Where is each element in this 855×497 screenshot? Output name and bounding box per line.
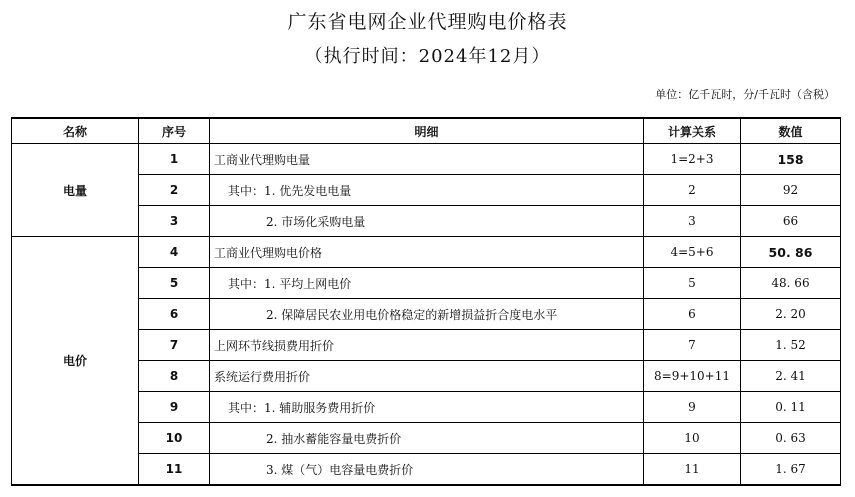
row-value: 0. 11 [741,392,841,423]
row-seq: 9 [139,392,210,423]
row-calc: 4=5+6 [644,237,741,268]
row-detail: 其中：1. 优先发电电量 [210,175,644,206]
row-calc: 7 [644,330,741,361]
row-value: 48. 66 [741,268,841,299]
row-seq: 5 [139,268,210,299]
row-value: 50. 86 [741,237,841,268]
row-seq: 10 [139,423,210,454]
row-value: 92 [741,175,841,206]
row-detail: 2. 市场化采购电量 [210,206,644,237]
row-seq: 2 [139,175,210,206]
row-value: 1. 67 [741,454,841,486]
row-detail: 2. 保障居民农业用电价格稳定的新增损益折合度电水平 [210,299,644,330]
row-value: 0. 63 [741,423,841,454]
row-seq: 4 [139,237,210,268]
row-calc: 2 [644,175,741,206]
row-detail: 其中：1. 辅助服务费用折价 [210,392,644,423]
row-detail: 系统运行费用折价 [210,361,644,392]
row-seq: 1 [139,144,210,175]
row-calc: 10 [644,423,741,454]
row-seq: 3 [139,206,210,237]
row-detail: 工商业代理购电量 [210,144,644,175]
column-header-detail: 明细 [210,118,644,144]
row-calc: 6 [644,299,741,330]
group-label-price: 电价 [12,237,139,486]
row-value: 1. 52 [741,330,841,361]
row-calc: 5 [644,268,741,299]
row-calc: 11 [644,454,741,486]
row-detail: 其中：1. 平均上网电价 [210,268,644,299]
table-row [12,237,841,268]
table-header-row [12,118,841,144]
row-calc: 8=9+10+11 [644,361,741,392]
table-row [12,144,841,175]
row-calc: 3 [644,206,741,237]
row-value: 2. 20 [741,299,841,330]
row-detail: 3. 煤（气）电容量电费折价 [210,454,644,486]
row-calc: 1=2+3 [644,144,741,175]
column-header-seq: 序号 [139,118,210,144]
row-detail: 2. 抽水蓄能容量电费折价 [210,423,644,454]
column-header-name: 名称 [12,118,139,144]
column-header-value: 数值 [741,118,841,144]
row-value: 66 [741,206,841,237]
unit-note: 单位：亿千瓦时，分/千瓦时（含税） [655,88,835,101]
row-calc: 9 [644,392,741,423]
row-seq: 11 [139,454,210,486]
row-value: 158 [741,144,841,175]
column-header-calc: 计算关系 [644,118,741,144]
row-seq: 6 [139,299,210,330]
page-subtitle: （执行时间：2024年12月） [304,46,551,67]
row-seq: 8 [139,361,210,392]
row-detail: 上网环节线损费用折价 [210,330,644,361]
row-detail: 工商业代理购电价格 [210,237,644,268]
price-table [11,117,841,486]
group-label-quantity: 电量 [12,144,139,237]
row-value: 2. 41 [741,361,841,392]
row-seq: 7 [139,330,210,361]
page-title: 广东省电网企业代理购电价格表 [287,11,568,33]
